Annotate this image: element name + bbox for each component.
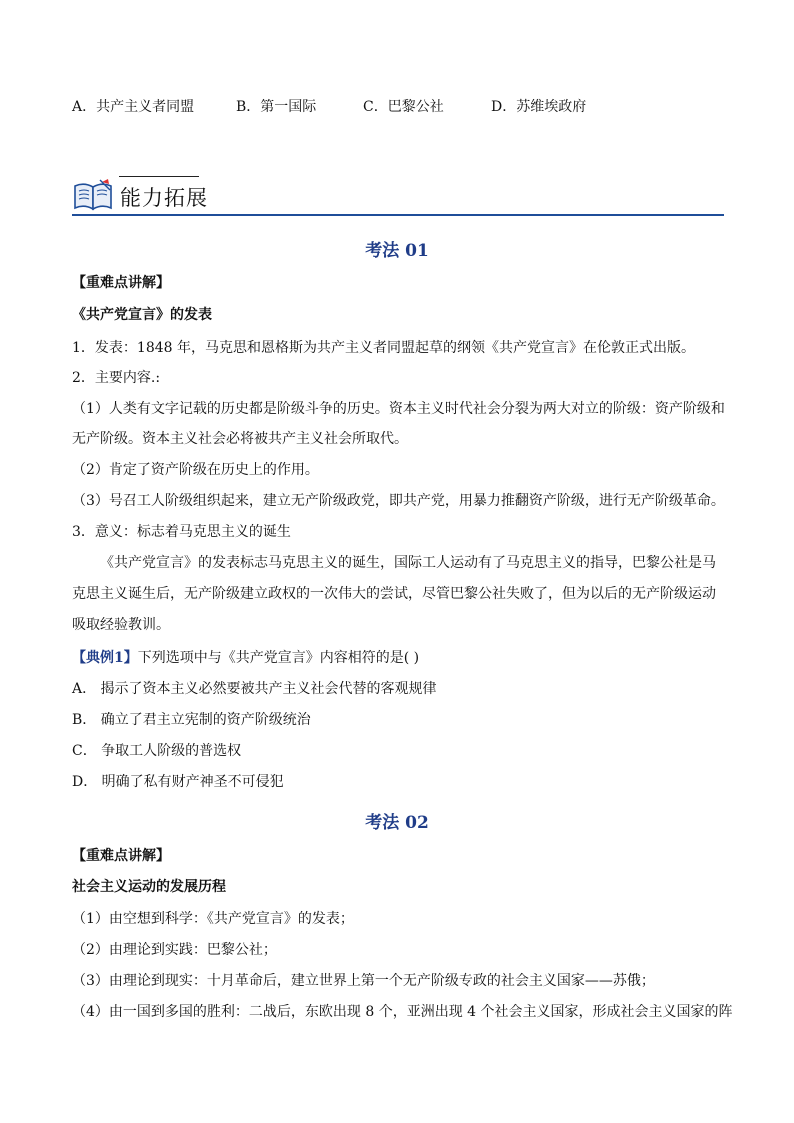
example-label: 【典例1】 bbox=[72, 650, 138, 666]
text-line: （3）由理论到现实：十月革命后，建立世界上第一个无产阶级专政的社会主义国家——苏俄； bbox=[72, 973, 655, 989]
option-c: C．巴黎公社 bbox=[363, 99, 444, 115]
text-line: （2）由理论到实践：巴黎公社； bbox=[72, 942, 277, 958]
example-option-d: D． 明确了私有财产神圣不可侵犯 bbox=[72, 774, 284, 790]
text-line: 吸取经验教训。 bbox=[72, 617, 170, 633]
text-line: 2．主要内容.: bbox=[72, 370, 161, 386]
text-line: （4）由一国到多国的胜利：二战后，东欧出现 8 个，亚洲出现 4 个社会主义国家，形成社会主义国家的阵 bbox=[72, 1004, 733, 1020]
open-book-icon bbox=[72, 178, 114, 212]
section-divider bbox=[72, 214, 724, 216]
subheading-manifesto: 《共产党宣言》的发表 bbox=[72, 307, 212, 323]
text-line: 《共产党宣言》的发表标志马克思主义的诞生，国际工人运动有了马克思主义的指导，巴黎公社是马 bbox=[100, 555, 716, 571]
key-points-label-2: 【重难点讲解】 bbox=[72, 848, 170, 864]
kaofa-02-heading: 考法 02 bbox=[365, 813, 429, 833]
text-line: 克思主义诞生后，无产阶级建立政权的一次伟大的尝试，尽管巴黎公社失败了，但为以后的无产阶级运动 bbox=[72, 586, 716, 602]
option-d: D．苏维埃政府 bbox=[491, 99, 587, 115]
example-option-c: C． 争取工人阶级的普选权 bbox=[72, 743, 242, 759]
example-question bbox=[72, 648, 419, 668]
text-line: 1．发表：1848 年，马克思和恩格斯为共产主义者同盟起草的纲领《共产党宣言》在伦敦正式出版。 bbox=[72, 340, 695, 356]
text-line: （1）由空想到科学：《共产党宣言》的发表； bbox=[72, 911, 354, 927]
text-line: （3）号召工人阶级组织起来，建立无产阶级政党，即共产党，用暴力推翻资产阶级，进行无产阶级革命。 bbox=[72, 493, 725, 509]
text-line: 无产阶级。资本主义社会必将被共产主义社会所取代。 bbox=[72, 431, 408, 447]
example-question-text: 下列选项中与《共产党宣言》内容相符的是( ) bbox=[137, 650, 420, 666]
kaofa-01-heading: 考法 01 bbox=[365, 241, 429, 261]
key-points-label-1: 【重难点讲解】 bbox=[72, 275, 170, 291]
text-line: （1）人类有文字记载的历史都是阶级斗争的历史。资本主义时代社会分裂为两大对立的阶级：资产阶级和 bbox=[72, 401, 725, 417]
example-option-a: A． 揭示了资本主义必然要被共产主义社会代替的客观规律 bbox=[72, 681, 437, 697]
section-title: 能力拓展 bbox=[120, 186, 208, 210]
section-banner bbox=[72, 176, 724, 216]
option-b: B．第一国际 bbox=[236, 99, 317, 115]
option-a: A．共产主义者同盟 bbox=[72, 99, 195, 115]
subheading-socialism: 社会主义运动的发展历程 bbox=[72, 879, 226, 895]
text-line: 3．意义：标志着马克思主义的诞生 bbox=[72, 524, 291, 540]
banner-top-rule bbox=[119, 176, 199, 177]
text-line: （2）肯定了资产阶级在历史上的作用。 bbox=[72, 462, 319, 478]
example-option-b: B． 确立了君主立宪制的资产阶级统治 bbox=[72, 712, 311, 728]
